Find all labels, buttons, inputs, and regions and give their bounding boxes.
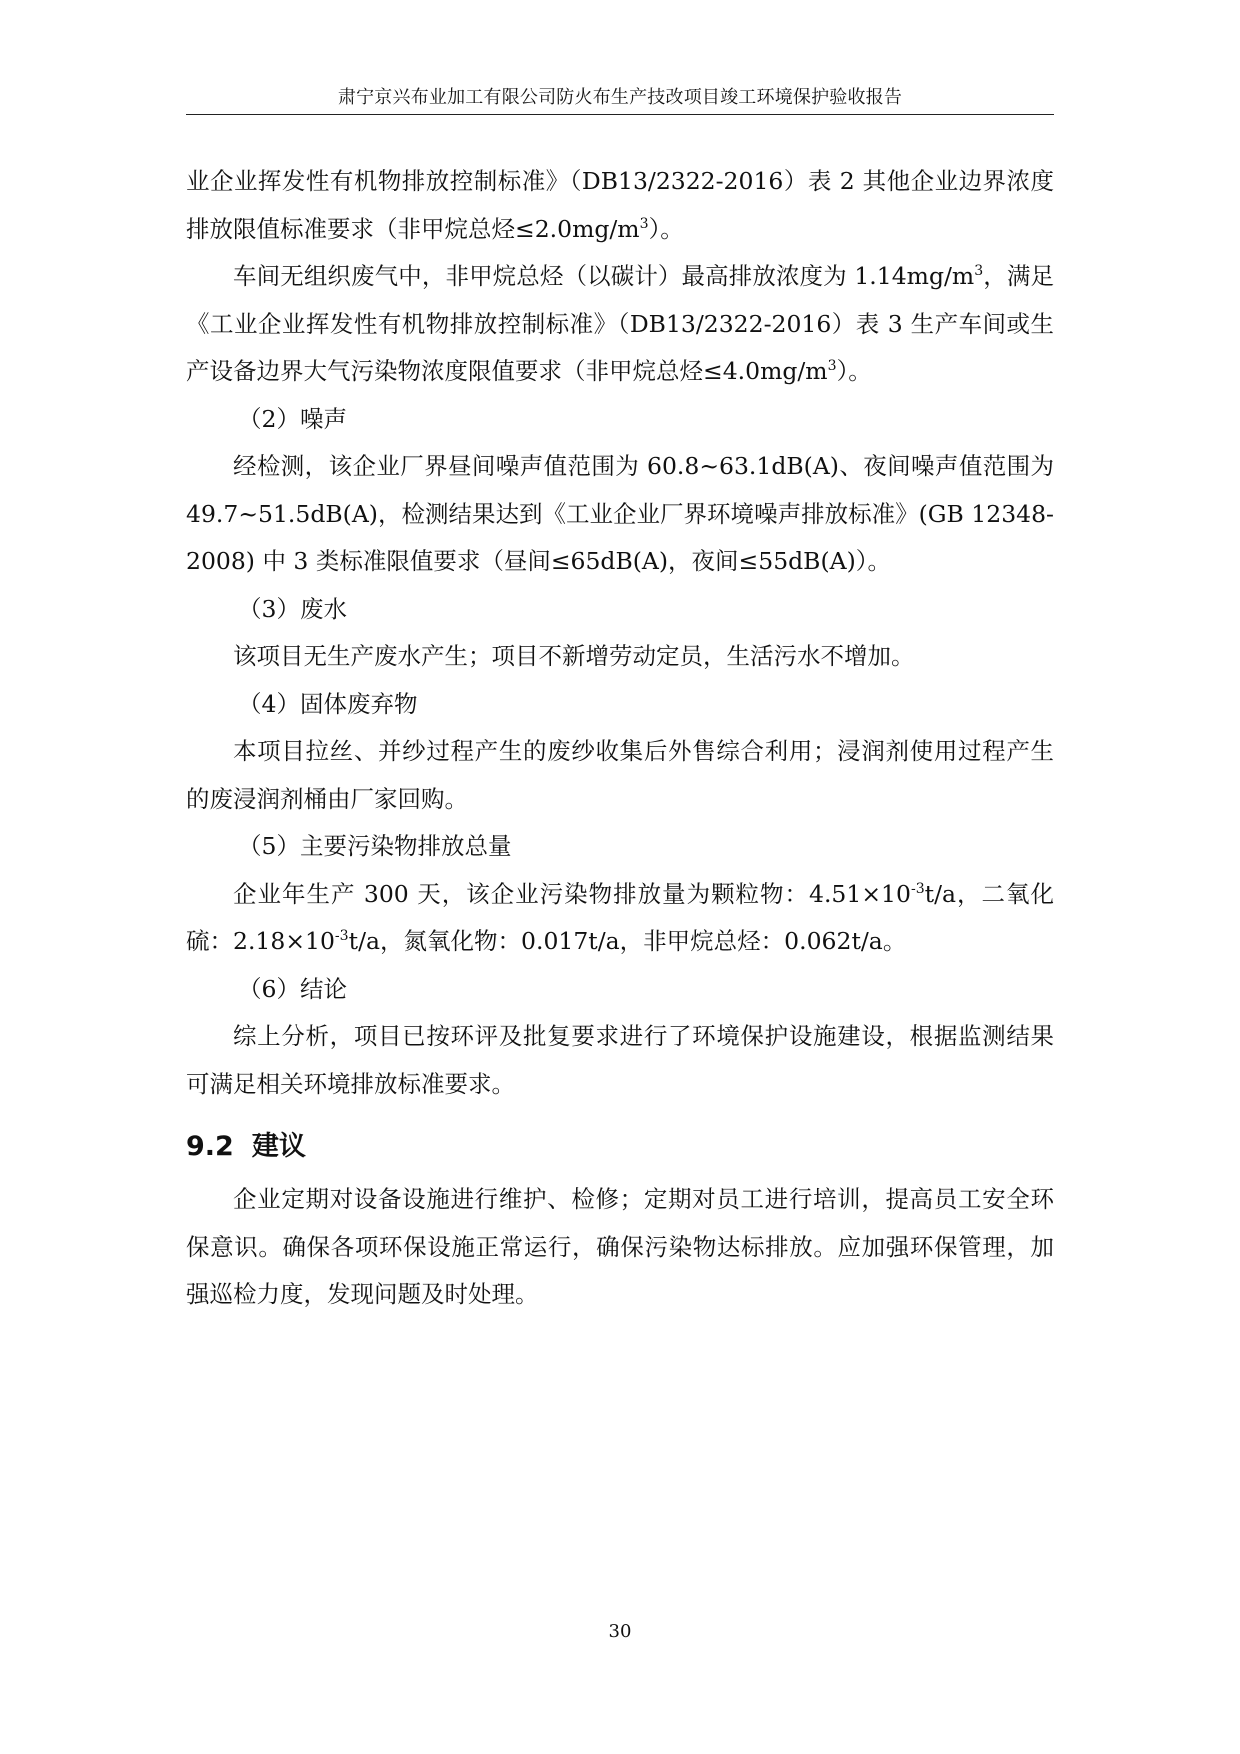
page-footer bbox=[0, 1620, 1240, 1644]
paragraph-text: ）。 bbox=[836, 357, 872, 385]
paragraph-text: ，满足《工业企业挥发性有机物排放控制标准》（DB13/2322-2016）表 3 生产车间或生产设备边界大气污染物浓度限值要求（非甲烷总烃≤4.0mg/m bbox=[186, 262, 1055, 385]
subheading-total-emissions: （5）主要污染物排放总量 bbox=[238, 832, 512, 860]
subheading-solid-waste: （4）固体废弃物 bbox=[238, 689, 418, 718]
subheading-noise: （2）噪声 bbox=[238, 404, 347, 433]
paragraph-text: t/a，二氧化硫：2.18×10 bbox=[186, 879, 1054, 955]
subheading-wastewater: （3）废水 bbox=[238, 594, 347, 623]
paragraph-total-emissions bbox=[186, 871, 1054, 966]
paragraph-text: t/a，氮氧化物：0.017t/a，非甲烷总烃：0.062t/a。 bbox=[348, 927, 907, 955]
superscript: -3 bbox=[910, 880, 925, 897]
paragraph-text: ）。 bbox=[648, 214, 684, 243]
paragraph-waste-gas-boundary bbox=[186, 158, 1054, 253]
section-heading bbox=[186, 1123, 1054, 1171]
section-number: 9.2 bbox=[186, 1131, 234, 1162]
paragraph-wastewater: 该项目无生产废水产生；项目不新增劳动定员，生活污水不增加。 bbox=[233, 642, 915, 670]
page-content bbox=[186, 158, 1054, 1319]
page-header bbox=[186, 86, 1054, 115]
paragraph-noise: 经检测，该企业厂界昼间噪声值范围为 60.8~63.1dB(A)、夜间噪声值范围为 49.7~51.5dB(A)，检测结果达到《工业企业厂界环境噪声排放标准》(GB 12348-2008) 中 3 类标准限值要求（昼间≤65dB(A)，夜间≤55dB(A)）。 bbox=[186, 452, 1054, 575]
header-title: 肃宁京兴布业加工有限公司防火布生产技改项目竣工环境保护验收报告 bbox=[337, 87, 903, 108]
section-title: 建议 bbox=[251, 1131, 306, 1162]
paragraph-solid-waste: 本项目拉丝、并纱过程产生的废纱收集后外售综合利用；浸润剂使用过程产生的废浸润剂桶由厂家回购。 bbox=[186, 737, 1054, 813]
superscript: 3 bbox=[827, 358, 837, 375]
superscript: 3 bbox=[639, 215, 649, 232]
paragraph-text: 车间无组织废气中，非甲烷总烃（以碳计）最高排放浓度为 1.14mg/m bbox=[233, 262, 975, 290]
subheading-conclusion: （6）结论 bbox=[238, 974, 347, 1003]
page-number: 30 bbox=[608, 1621, 632, 1642]
paragraph-conclusion: 综上分析，项目已按环评及批复要求进行了环境保护设施建设，根据监测结果可满足相关环境排放标准要求。 bbox=[186, 1022, 1054, 1098]
paragraph-text: 企业年生产 300 天，该企业污染物排放量为颗粒物：4.51×10 bbox=[233, 879, 911, 908]
paragraph-suggestions: 企业定期对设备设施进行维护、检修；定期对员工进行培训，提高员工安全环保意识。确保各项环保设施正常运行，确保污染物达标排放。应加强环保管理，加强巡检力度，发现问题及时处理。 bbox=[186, 1185, 1054, 1308]
superscript: -3 bbox=[334, 928, 349, 945]
paragraph-text: 业企业挥发性有机物排放控制标准》（DB13/2322-2016）表 2 其他企业边界浓度排放限值标准要求（非甲烷总烃≤2.0mg/m bbox=[186, 167, 1054, 243]
paragraph-workshop-waste-gas bbox=[186, 253, 1054, 396]
superscript: 3 bbox=[974, 263, 984, 280]
